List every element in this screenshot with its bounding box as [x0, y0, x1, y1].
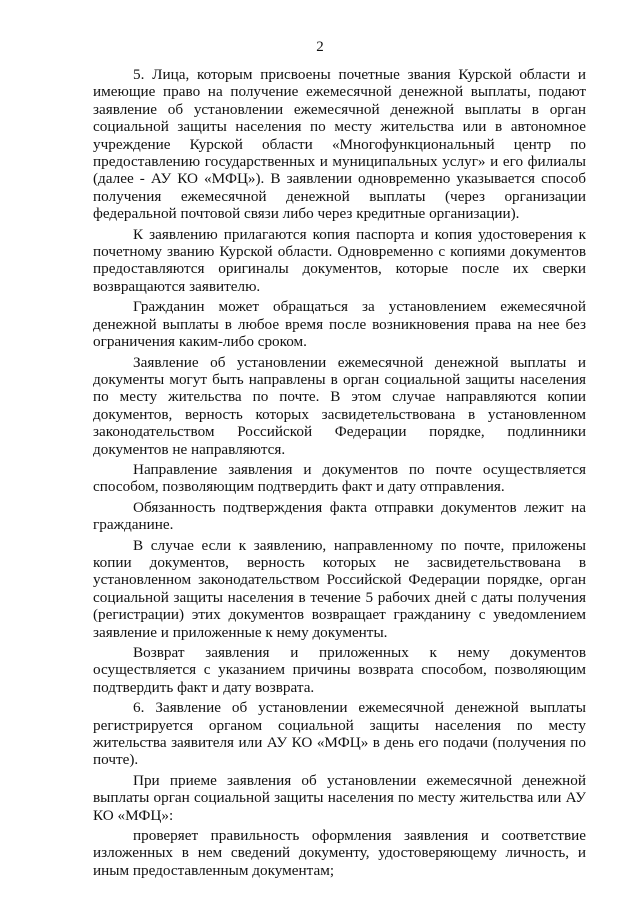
document-body	[93, 66, 586, 882]
paragraph-postal-submission: Заявление об установлении ежемесячной денежной выплаты и документы могут быть направлены в орган социальной защиты населения по месту жительства по почте. В этом случае направляются копии документов, верность которых засвидетельствована в установленном законодательством Российской Федерации порядке, подлинники документов не направляются.	[93, 353, 586, 458]
paragraph-proof-obligation: Обязанность подтверждения факта отправки документов лежит на гражданине.	[93, 498, 586, 534]
paragraph-attached-documents: К заявлению прилагаются копия паспорта и копия удостоверения к почетному званию Курской области. Одновременно с копиями документов предоставляются оригиналы документов, которые после их сверки возвращаются заявителю.	[93, 225, 586, 295]
paragraph-verification: проверяет правильность оформления заявления и соответствие изложенных в нем сведений документу, удостоверяющему личность, и иным предоставленным документам;	[93, 827, 586, 879]
paragraph-application-time: Гражданин может обращаться за установлением ежемесячной денежной выплаты в любое время после возникновения права на нее без ограничения каким-либо сроком.	[93, 298, 586, 351]
paragraph-5-persons-with-honorary-titles: 5. Лица, которым присвоены почетные звания Курской области и имеющие право на получение ежемесячной денежной выплаты, подают заявление об установлении ежемесячной денежной выплаты в орган социальной защиты населения по месту жительства или в автономное учреждение Курской области «Многофункциональный центр по предоставлению государственных и муниципальных услуг» и его филиалы (далее - АУ КО «МФЦ»). В заявлении одновременно указывается способ получения ежемесячной денежной выплаты (через организации федеральной почтовой связи либо через кредитные организации).	[93, 66, 586, 223]
paragraph-return-procedure: Возврат заявления и приложенных к нему документов осуществляется с указанием причины возврата способом, позволяющим подтвердить факт и дату возврата.	[93, 644, 586, 696]
page-number: 2	[316, 39, 324, 55]
paragraph-6-registration: 6. Заявление об установлении ежемесячной денежной выплаты регистрируется органом социальной защиты населения по месту жительства заявителя или АУ КО «МФЦ» в день его подачи (получения по почте).	[93, 699, 586, 769]
paragraph-acceptance-intro: При приеме заявления об установлении ежемесячной денежной выплаты орган социальной защиты населения по месту жительства или АУ КО «МФЦ»:	[93, 771, 586, 824]
paragraph-uncertified-copies: В случае если к заявлению, направленному по почте, приложены копии документов, верность которых не засвидетельствована в установленном законодательством Российской Федерации порядке, орган социальной защиты населения в течение 5 рабочих дней с даты получения (регистрации) этих документов возвращает гражданину с уведомлением заявление и приложенные к нему документы.	[93, 536, 586, 641]
paragraph-postal-method: Направление заявления и документов по почте осуществляется способом, позволяющим подтвердить факт и дату отправления.	[93, 460, 586, 496]
